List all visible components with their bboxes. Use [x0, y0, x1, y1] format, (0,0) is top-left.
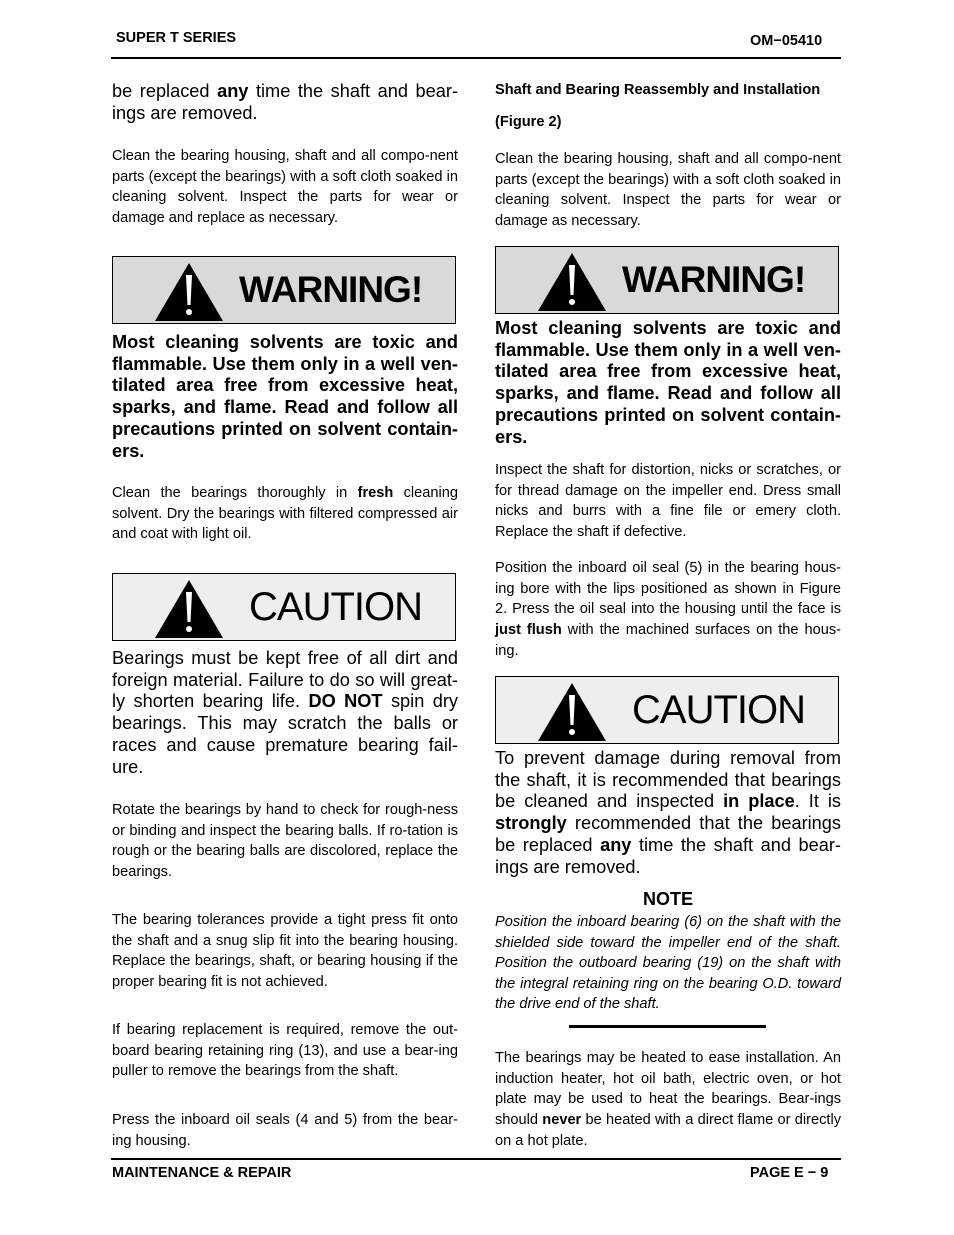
right-heating-paragraph: The bearings may be heated to ease installation. An induction heater, hot oil bath, electric oven, or hot plate may be used to heat the bearings. Bear-ings should never be heated with a direct flame or directly on a hot plate. — [495, 1050, 842, 1149]
right-warning-box — [495, 246, 839, 314]
left-fresh-solvent-paragraph: Clean the bearings thoroughly in fresh cleaning solvent. Dry the bearings with filtered compressed air and coat with light oil. — [112, 485, 458, 543]
footer-rule — [111, 1158, 841, 1160]
left-warning-box — [112, 256, 456, 324]
caution-triangle-icon — [153, 578, 225, 640]
header-rule — [111, 57, 841, 59]
right-oil-seal-paragraph: Position the inboard oil seal (5) in the bearing hous-ing bore with the lips positioned as shown in Figure 2. Press the oil seal into the housing until the face is just flush with the machined surfaces on the hous-ing. — [495, 560, 841, 659]
right-cleaning-paragraph: Clean the bearing housing, shaft and all compo-nent parts (except the bearings) with a soft cloth soaked in cleaning solvent. Inspect the parts for wear or damage as necessary. — [495, 151, 841, 230]
left-replacement-paragraph: If bearing replacement is required, remove the out-board bearing retaining ring (13), and use a bear-ing puller to remove the bearings from the shaft. — [112, 1022, 458, 1080]
header-series: SUPER T SERIES — [116, 30, 237, 46]
section-heading-figure: (Figure 2) — [495, 114, 562, 130]
footer-page-number: PAGE E − 9 — [750, 1165, 829, 1181]
section-heading: Shaft and Bearing Reassembly and Installation — [495, 82, 821, 98]
right-inspect-shaft-paragraph: Inspect the shaft for distortion, nicks or scratches, or for thread damage on the impeller end. Dress small nicks and burrs with a fine file or emery cloth. Replace the shaft if defective. — [495, 462, 841, 541]
right-warning-text: Most cleaning solvents are toxic and flammable. Use them only in a well ven-tilated area free from excessive heat, sparks, and flame. Read and follow all precautions printed on solvent contain-ers. — [495, 318, 841, 447]
warning-triangle-icon — [536, 251, 608, 313]
left-oil-seal-paragraph: Press the inboard oil seals (4 and 5) from the bear-ing housing. — [112, 1112, 458, 1149]
warning-label: WARNING! — [239, 269, 423, 310]
left-warning-text: Most cleaning solvents are toxic and flammable. Use them only in a well ven-tilated area free from excessive heat, sparks, and flame. Read and follow all precautions printed on solvent contain-ers. — [112, 332, 458, 461]
warning-triangle-icon — [153, 261, 225, 323]
left-caution-text: Bearings must be kept free of all dirt and foreign material. Failure to do so will great-ly shorten bearing life. DO NOT spin dry bearings. This may scratch the balls or races and cause premature bearing fail-ure. — [112, 648, 458, 777]
left-tolerance-paragraph: The bearing tolerances provide a tight press fit onto the shaft and a snug slip fit into the bearing housing. Replace the bearings, shaft, or bearing housing if the proper bearing fit is not achieved. — [112, 912, 458, 991]
caution-label: CAUTION — [632, 688, 805, 732]
note-text: Position the inboard bearing (6) on the shaft with the shielded side toward the impeller end of the shaft. Position the outboard bearing (19) on the shaft with the integral retaining ring on the bearing O.D. toward the drive end of the shaft. — [495, 914, 841, 1012]
header-doc-number: OM−05410 — [750, 33, 823, 49]
left-caution-box — [112, 573, 456, 641]
footer-section: MAINTENANCE & REPAIR — [112, 1165, 292, 1181]
right-caution-box — [495, 676, 839, 744]
left-rotate-paragraph: Rotate the bearings by hand to check for rough-ness or binding and inspect the bearing balls. If ro-tation is rough or the bearing balls are discolored, replace the bearings. — [112, 802, 458, 881]
right-caution-text: To prevent damage during removal from the shaft, it is recommended that bearings be cleaned and inspected in place. It is strongly recommended that the bearings be replaced any time the shaft and bear-ings are removed. — [495, 748, 841, 877]
caution-triangle-icon — [536, 681, 608, 743]
left-cleaning-paragraph: Clean the bearing housing, shaft and all compo-nent parts (except the bearings) with a soft cloth soaked in cleaning solvent. Inspect the parts for wear or damage and replace as necessary. — [112, 148, 458, 227]
warning-label: WARNING! — [622, 259, 806, 300]
left-intro-paragraph: be replaced any time the shaft and bear-ings are removed. — [112, 81, 458, 123]
note-end-rule — [569, 1025, 766, 1028]
note-title: NOTE — [642, 889, 693, 909]
caution-label: CAUTION — [249, 585, 422, 629]
